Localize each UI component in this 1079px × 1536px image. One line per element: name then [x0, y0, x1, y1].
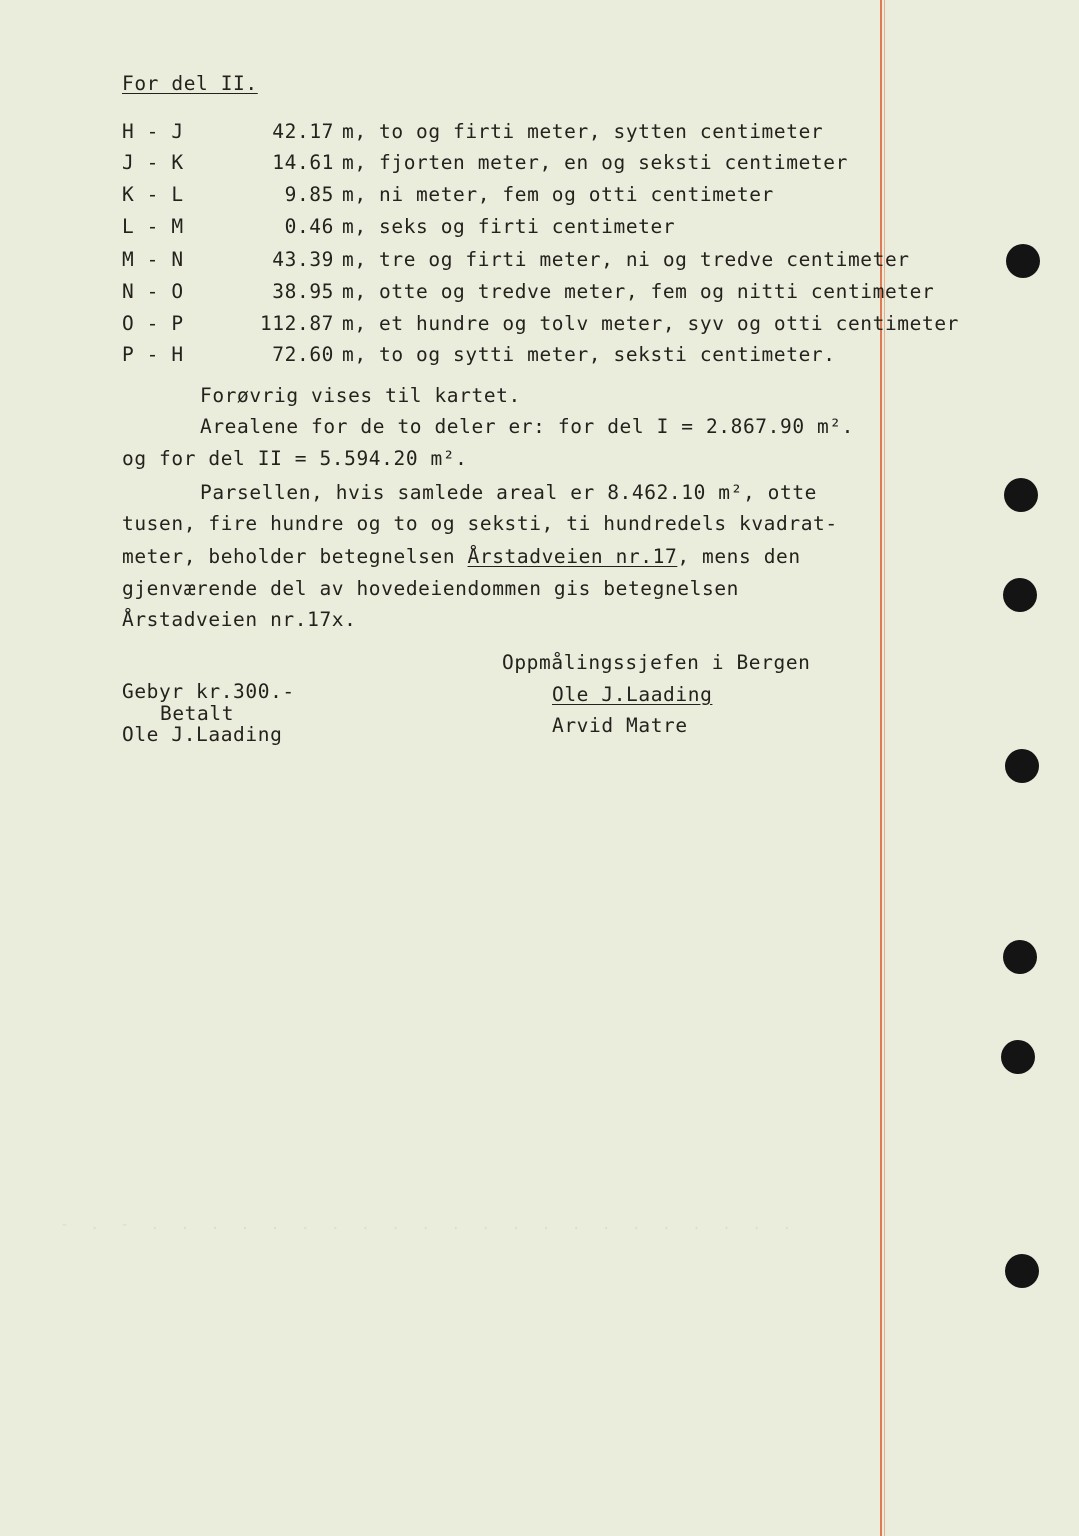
segment-pair: P - H	[122, 343, 184, 366]
punch-hole	[1006, 244, 1040, 278]
punch-hole	[1003, 940, 1037, 974]
segment-pair: O - P	[122, 312, 184, 335]
segment-pair: K - L	[122, 183, 184, 206]
segment-length: 38.95	[272, 280, 334, 303]
segment-length: 42.17	[272, 120, 334, 143]
body-line	[122, 545, 801, 568]
segment-text: m, seks og firti centimeter	[342, 215, 676, 238]
fee-status: Betalt	[160, 702, 235, 725]
property-name: Årstadveien nr.17	[467, 545, 678, 568]
segment-length: 14.61	[272, 151, 334, 174]
margin-line	[880, 0, 882, 1536]
bleed-through: - . - . . . . . . . . . . . . . . . . . . . . . .	[60, 1215, 793, 1233]
segment-length: 72.60	[272, 343, 334, 366]
body-line: Arealene for de to deler er: for del I = 2.867.90 m².	[200, 415, 855, 438]
segment-length: 9.85	[284, 183, 334, 206]
segment-pair: J - K	[122, 151, 184, 174]
body-line: gjenværende del av hovedeiendommen gis betegnelsen	[122, 577, 739, 600]
signature-office: Oppmålingssjefen i Bergen	[502, 651, 811, 674]
segment-text: m, tre og firti meter, ni og tredve centimeter	[342, 248, 910, 271]
segment-text: m, ni meter, fem og otti centimeter	[342, 183, 774, 206]
body-line: Forøvrig vises til kartet.	[200, 384, 521, 407]
segment-text: m, otte og tredve meter, fem og nitti centimeter	[342, 280, 935, 303]
segment-text: m, et hundre og tolv meter, syv og otti centimeter	[342, 312, 959, 335]
fee-signer: Ole J.Laading	[122, 723, 283, 746]
body-text: meter, beholder betegnelsen	[122, 545, 468, 568]
segment-text: m, to og firti meter, sytten centimeter	[342, 120, 824, 143]
segment-length: 43.39	[272, 248, 334, 271]
signature-name: Ole J.Laading	[552, 683, 713, 706]
margin-line-shadow	[884, 0, 885, 1536]
body-line: tusen, fire hundre og to og seksti, ti hundredels kvadrat-	[122, 512, 838, 535]
segment-pair: N - O	[122, 280, 184, 303]
body-line: Årstadveien nr.17x.	[122, 608, 357, 631]
segment-length: 112.87	[259, 312, 334, 335]
body-line: og for del II = 5.594.20 m².	[122, 447, 468, 470]
segment-pair: M - N	[122, 248, 184, 271]
signature-name: Arvid Matre	[552, 714, 688, 737]
segment-pair: H - J	[122, 120, 184, 143]
punch-hole	[1005, 1254, 1039, 1288]
body-line: Parsellen, hvis samlede areal er 8.462.10 m², otte	[200, 481, 817, 504]
fee-amount: Gebyr kr.300.-	[122, 680, 295, 703]
segment-text: m, fjorten meter, en og seksti centimeter	[342, 151, 848, 174]
segment-text: m, to og sytti meter, seksti centimeter.	[342, 343, 836, 366]
punch-hole	[1001, 1040, 1035, 1074]
punch-hole	[1003, 578, 1037, 612]
punch-hole	[1005, 749, 1039, 783]
segment-pair: L - M	[122, 215, 184, 238]
punch-hole	[1004, 478, 1038, 512]
body-text: , mens den	[677, 545, 801, 568]
section-heading: For del II.	[122, 72, 258, 95]
segment-length: 0.46	[284, 215, 334, 238]
